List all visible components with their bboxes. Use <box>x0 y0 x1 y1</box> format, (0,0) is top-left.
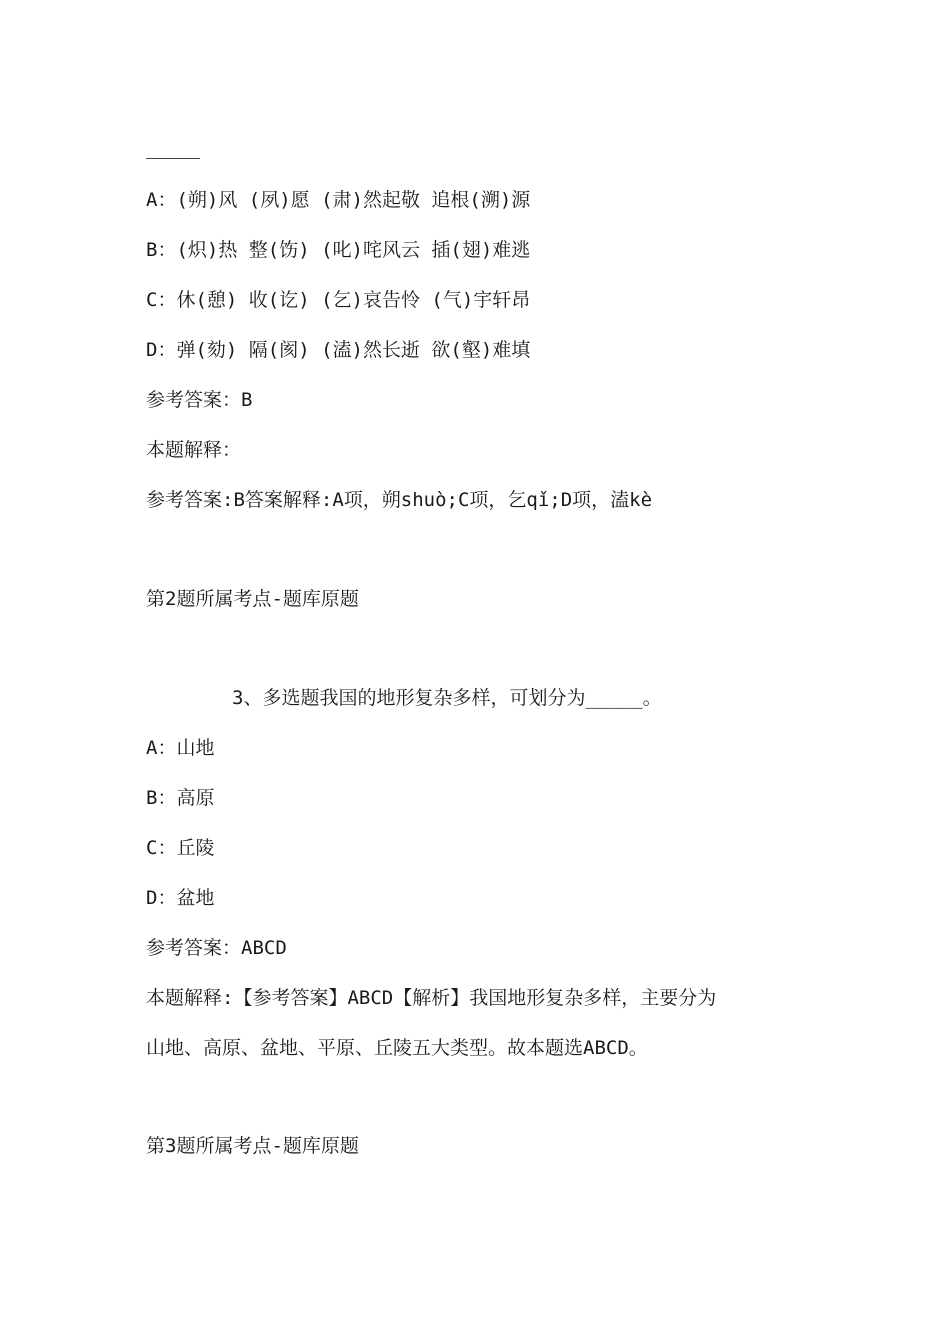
q2-option-a: A：(朔)风 (夙)愿 (肃)然起敬 追根(溯)源 <box>146 189 531 211</box>
q2-explanation: 参考答案:B答案解释:A项，朔shuò;C项，乞qǐ;D项，溘kè <box>146 489 653 511</box>
q3-option-d: D：盆地 <box>146 887 215 909</box>
q3-explanation-line1: 本题解释:【参考答案】ABCD【解析】我国地形复杂多样，主要分为 <box>146 987 717 1009</box>
q2-explanation-label: 本题解释： <box>146 439 242 461</box>
q3-option-a: A：山地 <box>146 737 215 759</box>
q2-source: 第2题所属考点-题库原题 <box>146 588 359 610</box>
q2-option-b: B：(炽)热 整(饬) (叱)咤风云 插(翅)难逃 <box>146 239 531 261</box>
q3-answer: 参考答案：ABCD <box>146 937 287 959</box>
q2-answer: 参考答案：B <box>146 389 253 411</box>
blank-underline <box>146 158 200 159</box>
q2-option-d: D：弹(劾) 隔(阂) (溘)然长逝 欲(壑)难填 <box>146 339 531 361</box>
q3-explanation-line2: 山地、高原、盆地、平原、丘陵五大类型。故本题选ABCD。 <box>146 1037 648 1059</box>
q3-option-b: B：高原 <box>146 787 215 809</box>
q3-stem: 3、多选题我国的地形复杂多样，可划分为_____。 <box>232 687 662 709</box>
q3-option-c: C：丘陵 <box>146 837 215 859</box>
q2-option-c: C：休(憩) 收(讫) (乞)哀告怜 (气)宇轩昂 <box>146 289 531 311</box>
q3-source: 第3题所属考点-题库原题 <box>146 1135 359 1157</box>
